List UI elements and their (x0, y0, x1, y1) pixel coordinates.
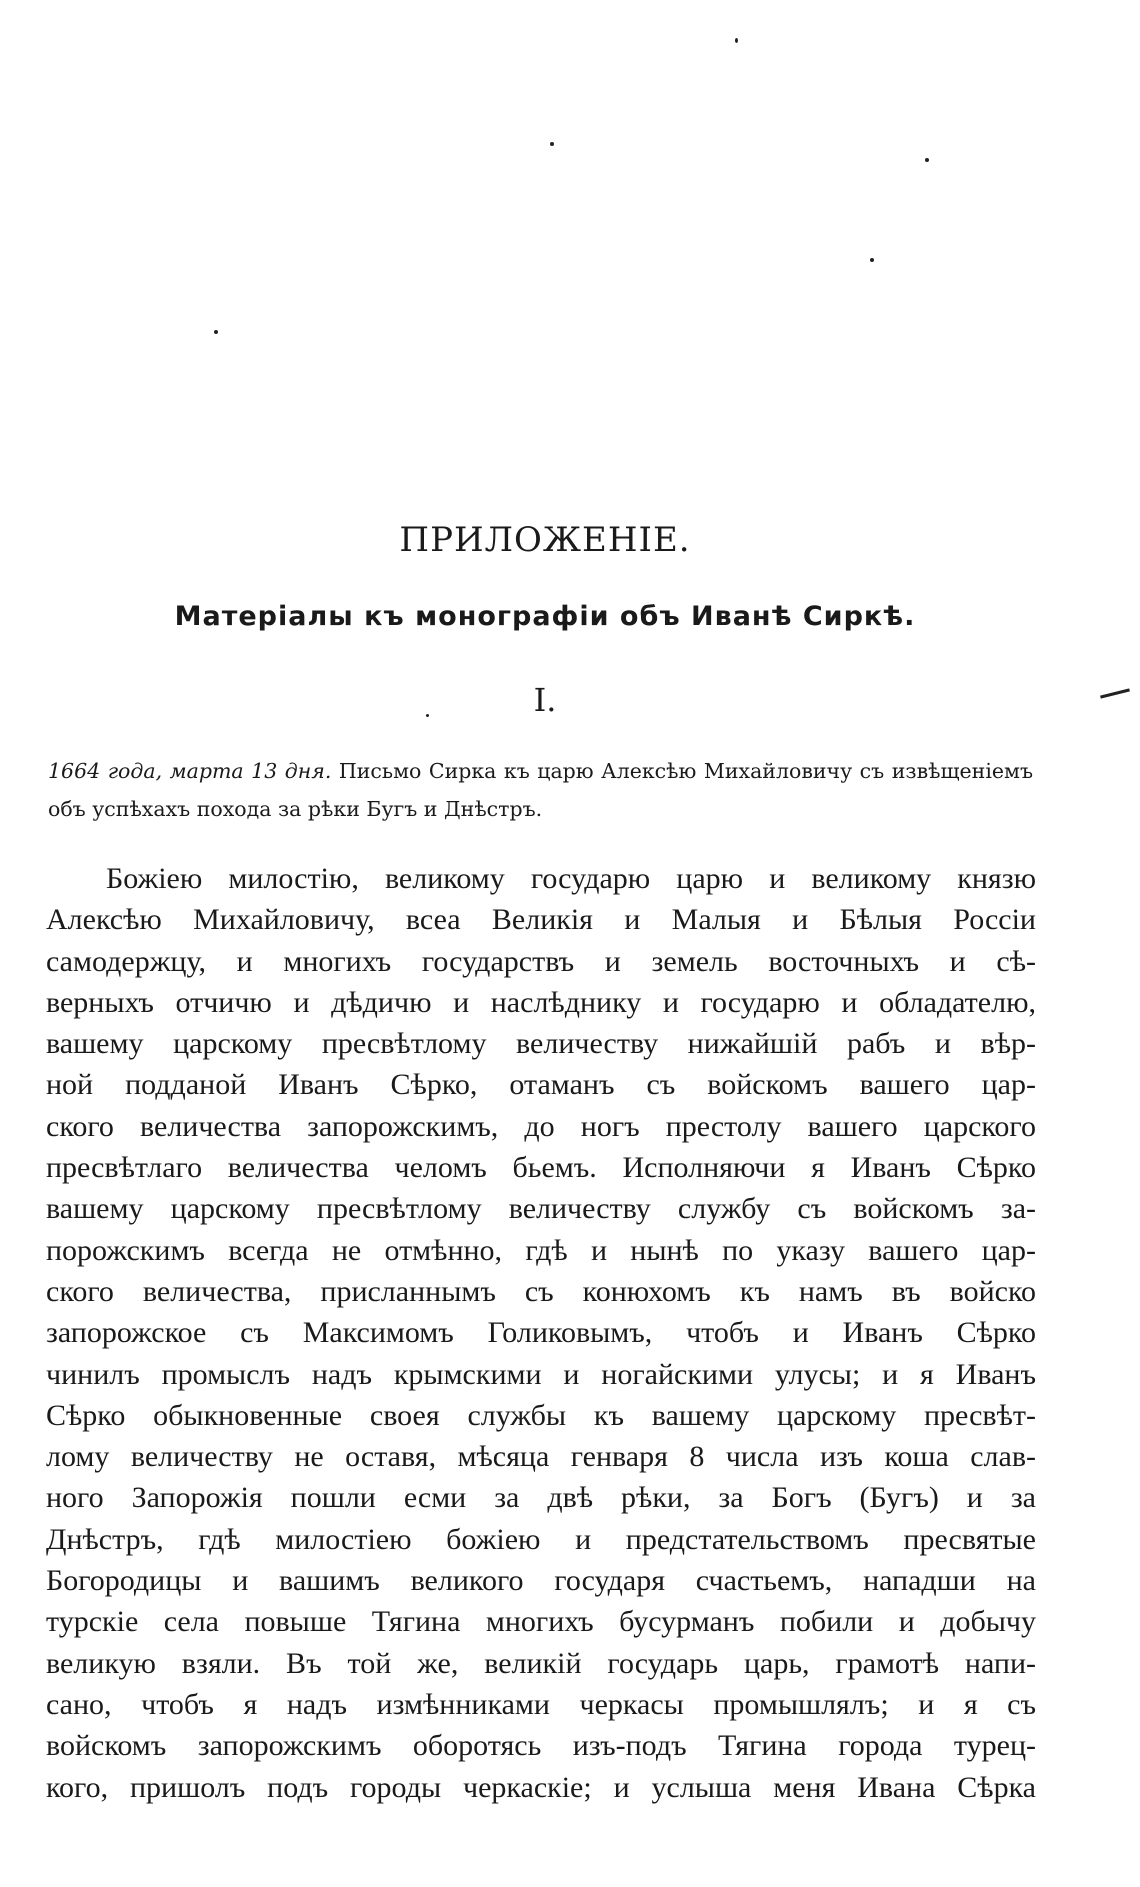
body-line: Богородицы и вашимъ великого государя счастьемъ, нападши на (46, 1564, 1036, 1598)
body-line: великую взяли. Въ той же, великій государь царь, грамотѣ напи- (46, 1646, 1036, 1680)
print-speck (214, 330, 218, 334)
body-line: Алексѣю Михайловичу, всеа Великія и Малыя и Бѣлыя Россіи (46, 903, 1036, 937)
body-line: верныхъ отчичю и дѣдичю и наслѣднику и государю и обладателю, (46, 985, 1036, 1019)
body-line: порожскимъ всегда не отмѣнно, гдѣ и нынѣ по указу вашего цар- (46, 1233, 1036, 1267)
body-line: сано, чтобъ я надъ измѣнниками черкасы промышлялъ; и я съ (46, 1687, 1036, 1721)
body-line: Сѣрко обыкновенные своея службы къ вашему царскому пресвѣт- (46, 1398, 1036, 1432)
body-line: турскіе села повыше Тягина многихъ бусурманъ побили и добычу (46, 1605, 1036, 1639)
body-line: кого, пришолъ подъ городы черкаскіе; и услыша меня Ивана Сѣрка (46, 1770, 1036, 1804)
body-line: пресвѣтлаго величества челомъ бьемъ. Исполняючи я Иванъ Сѣрко (46, 1151, 1036, 1185)
materials-subtitle: Матеріалы къ монографіи объ Иванѣ Сиркѣ. (174, 601, 916, 632)
body-line: вашему царскому пресвѣтлому величеству нижайшій рабъ и вѣр- (46, 1027, 1036, 1061)
print-speck (870, 258, 874, 262)
section-number: I. (533, 681, 557, 719)
body-line: ского величества, присланнымъ съ конюхомъ къ намъ въ войско (46, 1274, 1036, 1308)
body-line: Божіею милостію, великому государю царю и великому князю (106, 862, 1036, 895)
body-line: войскомъ запорожскимъ оборотясь изъ-подъ Тягина города турец- (46, 1729, 1036, 1763)
body-line: запорожское съ Максимомъ Голиковымъ, чтобъ и Иванъ Сѣрко (46, 1316, 1036, 1350)
body-line: Днѣстръ, гдѣ милостіею божіею и предстательствомъ пресвятые (46, 1522, 1036, 1556)
body-line: вашему царскому пресвѣтлому величеству службу съ войскомъ за- (46, 1192, 1036, 1226)
body-line: чинилъ промыслъ надъ крымскими и ногайскими улусы; и я Иванъ (46, 1357, 1036, 1391)
letter-body (46, 858, 1036, 1808)
body-line: ной подданой Иванъ Сѣрко, отаманъ съ войскомъ вашего цар- (46, 1068, 1036, 1102)
caption-date: 1664 года, марта 13 дня. (48, 759, 332, 783)
print-speck (550, 142, 554, 146)
body-line: ского величества запорожскимъ, до ногъ престолу вашего царского (46, 1109, 1036, 1143)
body-line: ного Запорожія пошли есми за двѣ рѣки, за Богъ (Бугъ) и за (46, 1481, 1036, 1515)
body-line: лому величеству не оставя, мѣсяца генваря 8 числа изъ коша слав- (46, 1440, 1036, 1474)
caption-text: Письмо Сирка къ царю Алексѣю Михайловичу съ извѣщеніемъ объ успѣхахъ похода за рѣки Бугъ и Днѣстръ. (48, 759, 1033, 821)
body-line: самодержцу, и многихъ государствъ и земель восточныхъ и сѣ- (46, 944, 1036, 978)
letter-caption (48, 752, 1033, 828)
print-speck (925, 158, 929, 162)
margin-pencil-mark (1100, 688, 1130, 698)
appendix-title: ПРИЛОЖЕНІЕ. (399, 520, 691, 560)
print-speck (735, 38, 738, 43)
